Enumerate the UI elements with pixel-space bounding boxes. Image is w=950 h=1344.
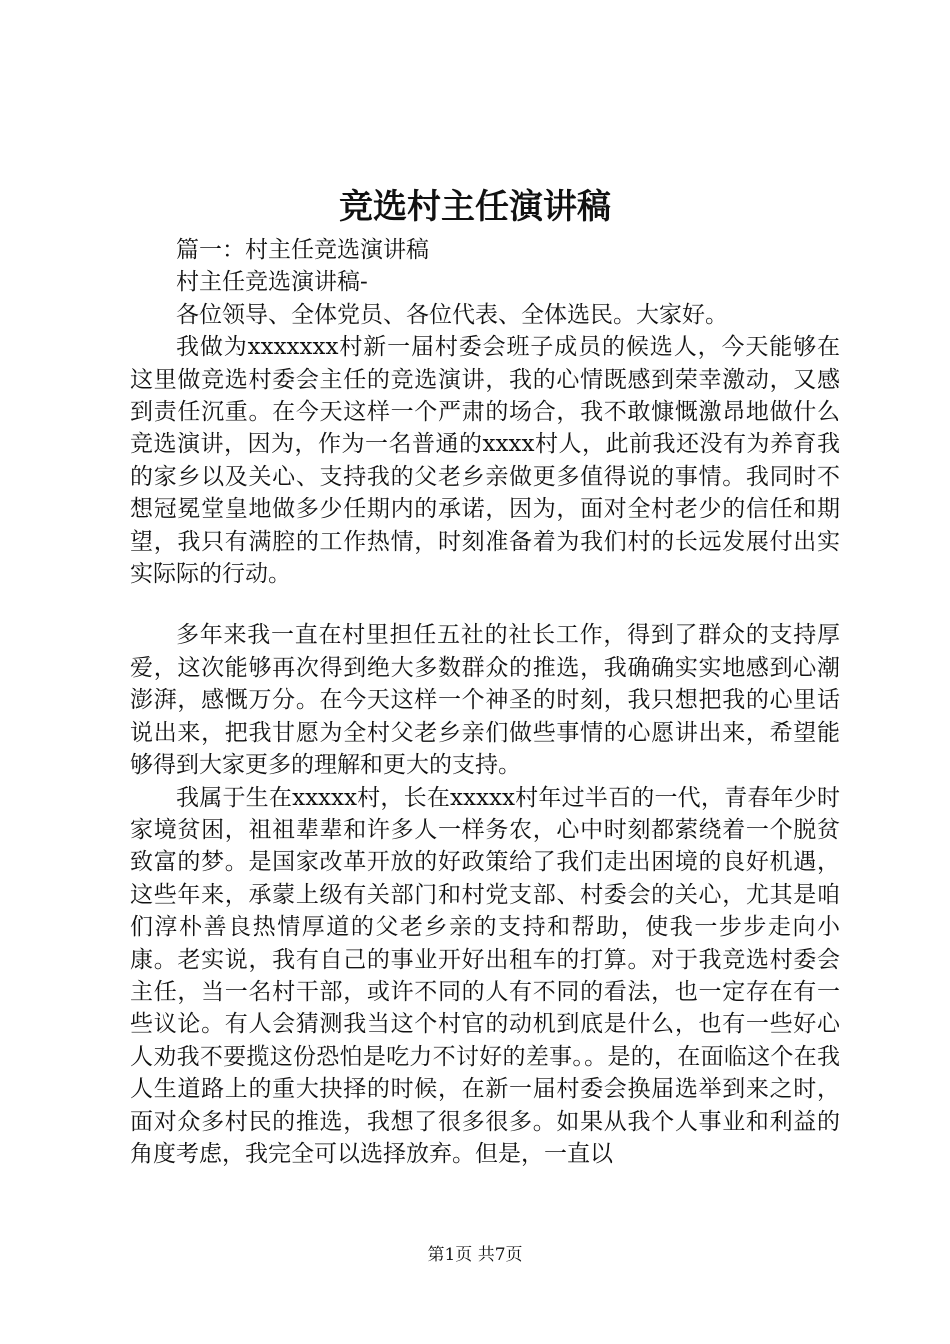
body-paragraph: 多年来我一直在村里担任五社的社长工作，得到了群众的支持厚爱，这次能够再次得到绝大多数群众的推选，我确确实实地感到心潮澎湃，感慨万分。在今天这样一个神圣的时刻，我只想把我的心里话说出来，把我甘愿为全村父老乡亲们做些事情的心愿讲出来，希望能够得到大家更多的理解和更大的支持。 xyxy=(130,622,840,779)
document-title: 竞选村主任演讲稿 xyxy=(339,187,611,227)
document-body xyxy=(130,234,840,1170)
body-paragraph: 我做为xxxxxxx村新一届村委会班子成员的候选人，今天能够在这里做竞选村委会主任的竞选演讲，我的心情既感到荣幸激动，又感到责任沉重。在今天这样一个严肃的场合，我不敢慷慨激昂地做什么竞选演讲，因为，作为一名普通的xxxx村人，此前我还没有为养育我的家乡以及关心、支持我的父老乡亲做更多值得说的事情。我同时不想冠冕堂皇地做多少任期内的承诺，因为，面对全村老少的信任和期望，我只有满腔的工作热情，时刻准备着为我们村的长远发展付出实实际际的行动。 xyxy=(130,334,840,588)
speech-title: 村主任竞选演讲稿- xyxy=(176,269,368,296)
salutation: 各位领导、全体党员、各位代表、全体选民。大家好。 xyxy=(176,301,728,328)
body-paragraph: 我属于生在xxxxx村，长在xxxxx村年过半百的一代，青春年少时家境贫困，祖祖辈辈和许多人一样务农，心中时刻都萦绕着一个脱贫致富的梦。是国家改革开放的好政策给了我们走出困境的良好机遇，这些年来，承蒙上级有关部门和村党支部、村委会的关心，尤其是咱们淳朴善良热情厚道的父老乡亲的支持和帮助，使我一步步走向小康。老实说，我有自己的事业开好出租车的打算。对于我竞选村委会主任，当一名村干部，或许不同的人有不同的看法，也一定存在有一些议论。有人会猜测我当这个村官的动机到底是什么，也有一些好心人劝我不要揽这份恐怕是吃力不讨好的差事。。是的，在面临这个在我人生道路上的重大抉择的时候，在新一届村委会换届选举到来之时，面对众多村民的推选，我想了很多很多。如果从我个人事业和利益的角度考虑，我完全可以选择放弃。但是，一直以 xyxy=(130,784,840,1167)
page-footer: 第1页 共7页 xyxy=(427,1245,523,1265)
section-heading: 篇一：村主任竞选演讲稿 xyxy=(176,237,429,263)
